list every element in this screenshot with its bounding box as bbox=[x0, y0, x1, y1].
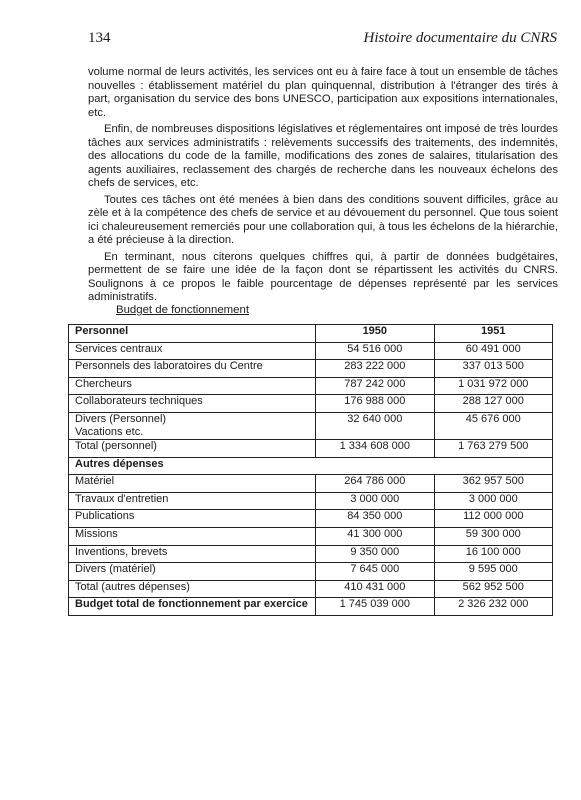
value-1950: 1 334 608 000 bbox=[316, 439, 434, 457]
header-personnel: Personnel bbox=[69, 325, 316, 343]
row-label: Chercheurs bbox=[69, 377, 316, 395]
table-row bbox=[69, 510, 553, 528]
row-label: Inventions, brevets bbox=[69, 545, 316, 563]
table-row bbox=[69, 527, 553, 545]
value-1950: 176 988 000 bbox=[316, 395, 434, 413]
row-label: Total (personnel) bbox=[69, 439, 316, 457]
value-1950: 410 431 000 bbox=[316, 580, 434, 598]
row-label: Matériel bbox=[69, 475, 316, 493]
row-label-line: Divers (Personnel) bbox=[75, 412, 167, 425]
value-1951: 9 595 000 bbox=[434, 563, 552, 581]
section-row bbox=[69, 457, 553, 475]
value-1950: 7 645 000 bbox=[316, 563, 434, 581]
value-1951: 562 952 500 bbox=[434, 580, 552, 598]
value-1951: 16 100 000 bbox=[434, 545, 552, 563]
value-1950: 54 516 000 bbox=[316, 342, 434, 360]
grand-total-row bbox=[69, 598, 553, 616]
value-1950: 787 242 000 bbox=[316, 377, 434, 395]
table-row-total bbox=[69, 580, 553, 598]
table-header-row bbox=[69, 325, 553, 343]
table-row bbox=[69, 342, 553, 360]
value-1950: 84 350 000 bbox=[316, 510, 434, 528]
row-label: Missions bbox=[69, 527, 316, 545]
value-1951: 1 763 279 500 bbox=[434, 439, 552, 457]
table-row-total bbox=[69, 439, 553, 457]
value-1950: 41 300 000 bbox=[316, 527, 434, 545]
value-1951: 2 326 232 000 bbox=[434, 598, 552, 616]
table-caption: Budget de fonctionnement bbox=[116, 304, 249, 316]
paragraph: Enfin, de nombreuses dispositions législatives et réglementaires ont imposé de très lourdes tâches aux services administratifs : relèvements successifs des traitements, des indemnités, des allocations du code de la famille, modifications des zones de salaires, titularisation des agents auxiliaires, reclassement des chargés de recherche dans les nouveaux échelons des chefs de services, etc. bbox=[88, 123, 558, 189]
header-year-1950: 1950 bbox=[316, 325, 434, 343]
value-1951: 60 491 000 bbox=[434, 342, 552, 360]
row-label: Divers (matériel) bbox=[69, 563, 316, 581]
page-number: 134 bbox=[88, 30, 111, 46]
paragraph: En terminant, nous citerons quelques chiffres qui, à partir de données budgétaires, permettent de se faire une idée de la façon dont se répartissent les activités du CNRS. Soulignons à ce propos le faible pourcentage de dépenses représenté par les services administratifs. bbox=[88, 250, 558, 303]
value-1951: 337 013 500 bbox=[434, 360, 552, 378]
value-1950: 3 000 000 bbox=[316, 492, 434, 510]
value-1951: 59 300 000 bbox=[434, 527, 552, 545]
row-label-line: Vacations etc. bbox=[75, 425, 144, 438]
value-1951: 45 676 000 bbox=[434, 412, 552, 439]
table-row bbox=[69, 360, 553, 378]
value-1951: 112 000 000 bbox=[434, 510, 552, 528]
grand-total-label: Budget total de fonctionnement par exercice bbox=[69, 598, 316, 616]
value-1950: 283 222 000 bbox=[316, 360, 434, 378]
row-label: Personnels des laboratoires du Centre bbox=[69, 360, 316, 378]
table-row bbox=[69, 492, 553, 510]
table-row bbox=[69, 412, 553, 439]
row-label: Publications bbox=[69, 510, 316, 528]
value-1951: 362 957 500 bbox=[434, 475, 552, 493]
row-label bbox=[69, 412, 316, 439]
table-row bbox=[69, 545, 553, 563]
value-1950: 32 640 000 bbox=[316, 412, 434, 439]
value-1950: 1 745 039 000 bbox=[316, 598, 434, 616]
section-label: Autres dépenses bbox=[69, 457, 553, 475]
value-1950: 9 350 000 bbox=[316, 545, 434, 563]
table-row bbox=[69, 475, 553, 493]
running-head: Histoire documentaire du CNRS bbox=[363, 30, 557, 46]
value-1951: 3 000 000 bbox=[434, 492, 552, 510]
row-label: Collaborateurs techniques bbox=[69, 395, 316, 413]
row-label: Travaux d'entretien bbox=[69, 492, 316, 510]
value-1951: 1 031 972 000 bbox=[434, 377, 552, 395]
row-label: Services centraux bbox=[69, 342, 316, 360]
paragraph: Toutes ces tâches ont été menées à bien dans des conditions souvent difficiles, grâce au zèle et à la compétence des chefs de service et au dévouement du personnel. Que tous soient ici chaleureusement remerciés pour une collaboration qui, à tous les échelons de la hiérarchie, a été précieuse à la direction. bbox=[88, 193, 558, 246]
table-row bbox=[69, 395, 553, 413]
row-label: Total (autres dépenses) bbox=[69, 580, 316, 598]
value-1951: 288 127 000 bbox=[434, 395, 552, 413]
table-row bbox=[69, 563, 553, 581]
header-year-1951: 1951 bbox=[434, 325, 552, 343]
value-1950: 264 786 000 bbox=[316, 475, 434, 493]
body-text bbox=[88, 66, 558, 308]
table-row bbox=[69, 377, 553, 395]
paragraph: volume normal de leurs activités, les services ont eu à faire face à tout un ensemble de tâches nouvelles : établissement matériel du plan quinquennal, distribution à l'étranger des tirés à part, organisation du service des bons UNESCO, participation aux expositions internationales, etc. bbox=[88, 66, 558, 119]
budget-table bbox=[68, 324, 553, 616]
